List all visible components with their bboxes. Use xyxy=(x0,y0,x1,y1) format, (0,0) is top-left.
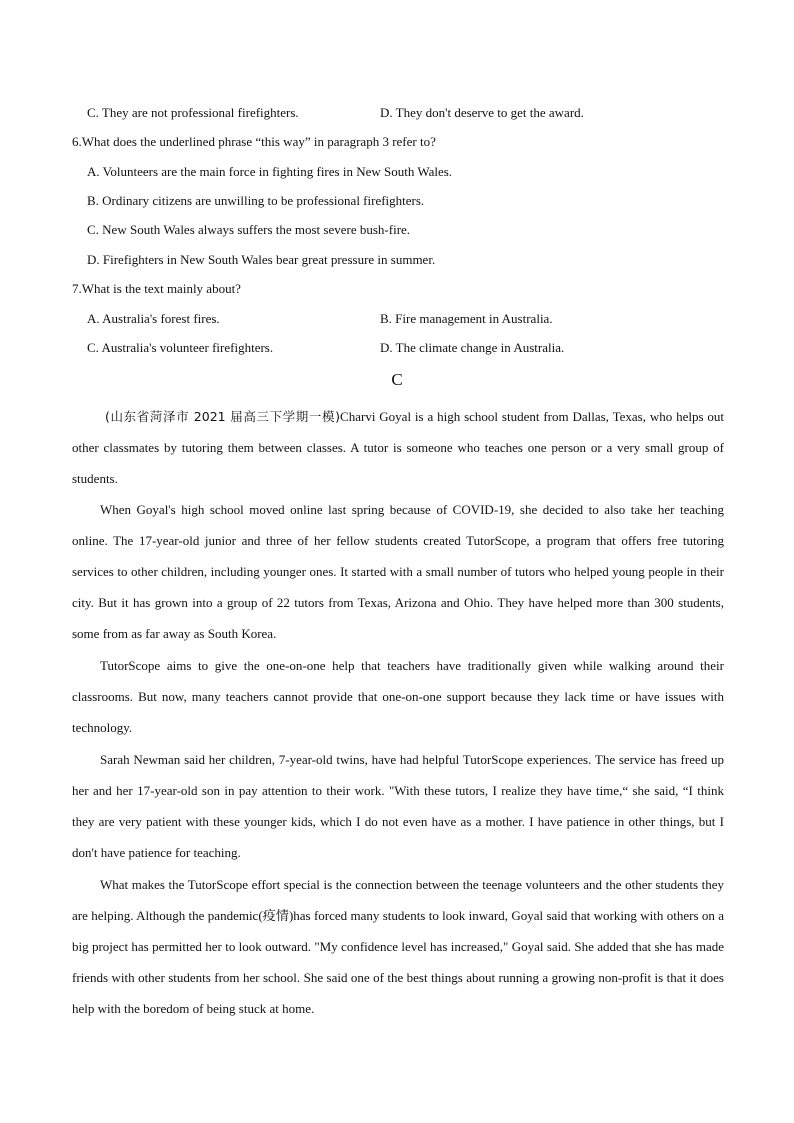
q7-option-d: D. The climate change in Australia. xyxy=(380,340,565,355)
paragraph-1-text: Charvi Goyal is a high school student from Dallas, Texas, who helps out other classmates by tutoring them between classes. A tutor is someone who teaches one person or a very small group of students. xyxy=(72,409,724,486)
passage-paragraph-3: TutorScope aims to give the one-on-one help that teachers have traditionally given while walking around their classrooms. But now, many teachers cannot provide that one-on-one support because they lack time or have issues with technology. xyxy=(72,658,724,735)
q6-option-d: D. Firefighters in New South Wales bear great pressure in summer. xyxy=(87,252,436,267)
section-heading: C xyxy=(391,370,403,389)
q7-option-c: C. Australia's volunteer firefighters. xyxy=(87,340,274,355)
q7-option-b: B. Fire management in Australia. xyxy=(380,311,553,326)
passage-paragraph-5: What makes the TutorScope effort special is the connection between the teenage volunteers and the other students they are helping. Although the pandemic(疫情)has forced many students to look inward, Goyal said that working with others on a big project has permitted her to look outward. "My confidence level has increased," Goyal said. She added that she has made friends with other students from her school. She said one of the best things about running a growing non-profit is that it does help with the boredom of being stuck at home. xyxy=(72,877,724,1016)
source-note: (山东省菏泽市 2021 届高三下学期一模) xyxy=(105,409,341,424)
passage-paragraph-1 xyxy=(72,401,724,494)
q7-question: 7.What is the text mainly about? xyxy=(72,281,241,296)
q6-option-c: C. New South Wales always suffers the most severe bush-fire. xyxy=(87,222,411,237)
q5-option-c: C. They are not professional firefighters. xyxy=(87,105,299,120)
q7-option-a: A. Australia's forest fires. xyxy=(87,311,220,326)
passage-paragraph-2: When Goyal's high school moved online last spring because of COVID-19, she decided to also take her teaching online. The 17-year-old junior and three of her fellow students created TutorScope, a program that offers free tutoring services to other children, including younger ones. It started with a small number of tutors who helped young people in their city. But it has grown into a group of 22 tutors from Texas, Arizona and Ohio. They have helped more than 300 students, some from as far away as South Korea. xyxy=(72,502,724,641)
passage-paragraph-4: Sarah Newman said her children, 7-year-old twins, have had helpful TutorScope experiences. The service has freed up her and her 17-year-old son in pay attention to their work. "With these tutors, I realize they have time,“ she said, “I think they are very patient with these younger kids, which I do not even have as a mother. I have patience in other things, but I don't have patience for teaching. xyxy=(72,752,724,860)
q6-option-a: A. Volunteers are the main force in fighting fires in New South Wales. xyxy=(87,164,453,179)
q5-option-d: D. They don't deserve to get the award. xyxy=(380,105,584,120)
q6-option-b: B. Ordinary citizens are unwilling to be professional firefighters. xyxy=(87,193,425,208)
q6-question: 6.What does the underlined phrase “this way” in paragraph 3 refer to? xyxy=(72,134,436,149)
